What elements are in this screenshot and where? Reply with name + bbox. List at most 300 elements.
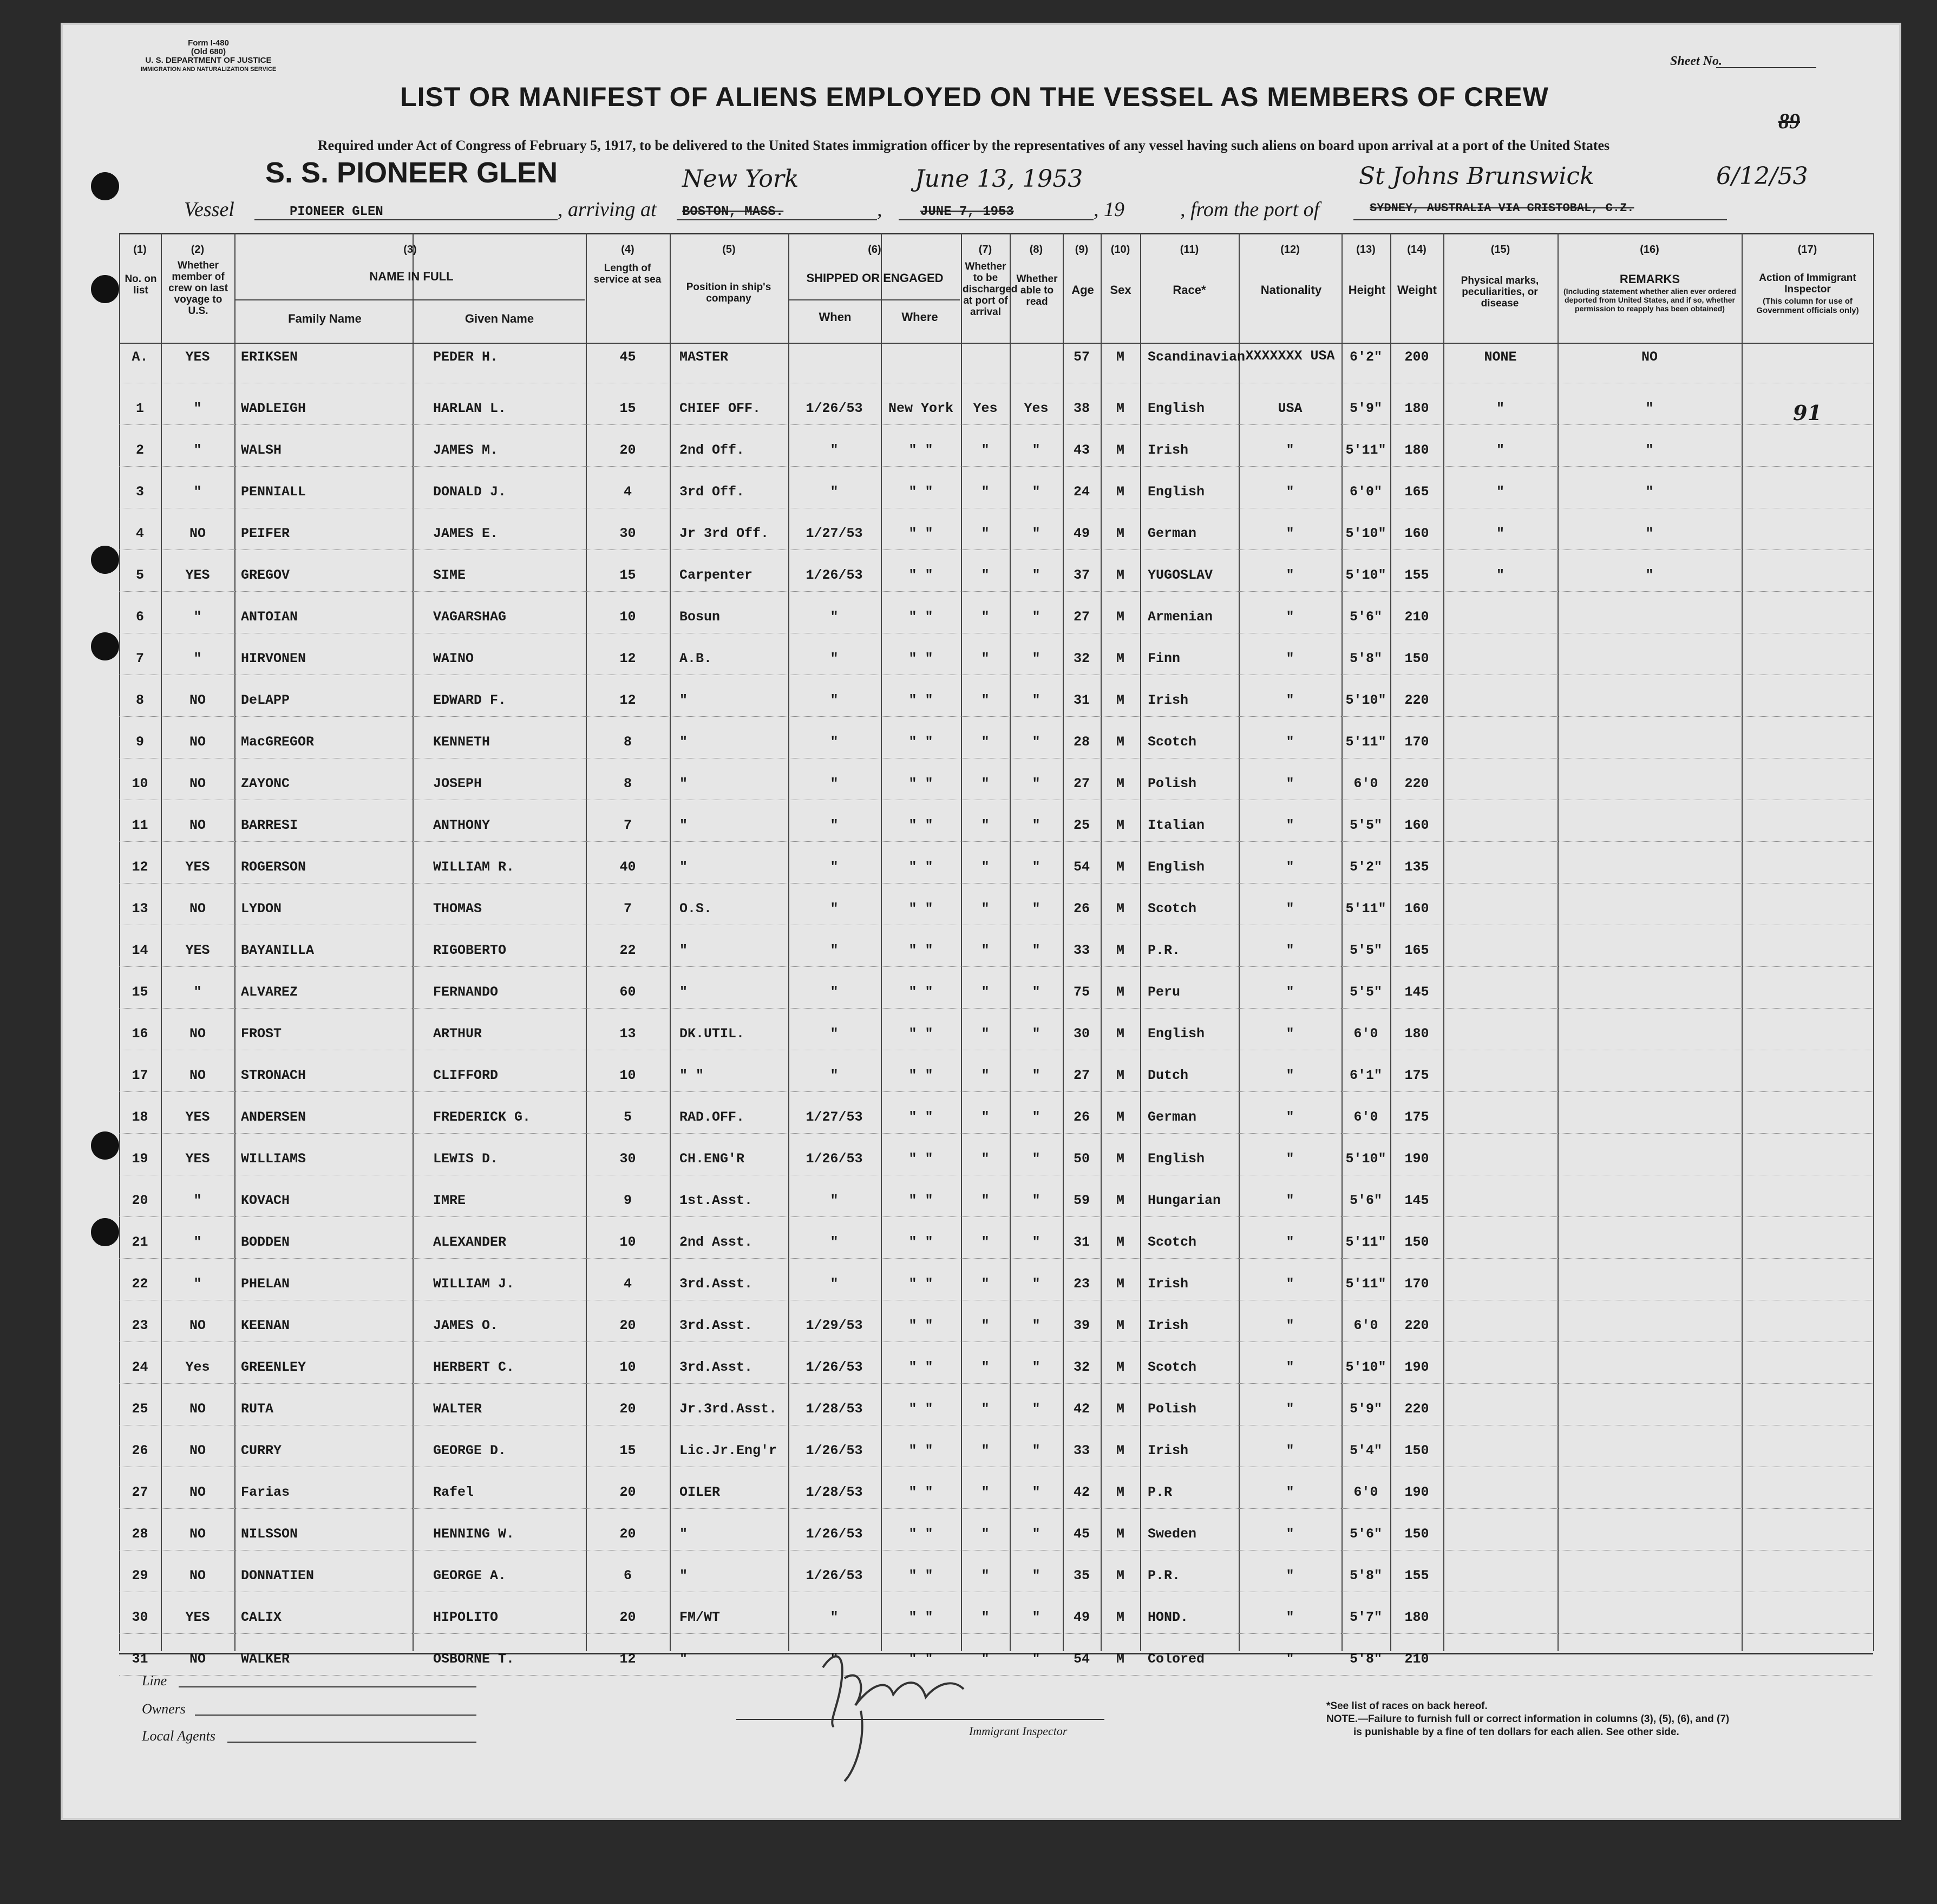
cell-position: 3rd Off. bbox=[679, 484, 745, 500]
races-note: *See list of races on back hereof. bbox=[1326, 1700, 1488, 1712]
cell-shipped-when: " bbox=[830, 1234, 839, 1250]
cell-shipped-where: " " bbox=[908, 984, 933, 1000]
cell-given-name: JAMES O. bbox=[433, 1318, 499, 1333]
cell-race: English bbox=[1148, 1151, 1205, 1167]
cell-row-number: 25 bbox=[132, 1401, 148, 1417]
cell-given-name: WILLIAM J. bbox=[433, 1276, 515, 1292]
cell-shipped-when: " bbox=[830, 1276, 839, 1292]
col-given-header: Given Name bbox=[464, 312, 534, 325]
cell-position: 3rd.Asst. bbox=[679, 1359, 753, 1375]
cell-sex: M bbox=[1116, 1193, 1124, 1208]
cell-discharged: " bbox=[981, 817, 990, 833]
cell-sex: M bbox=[1116, 984, 1124, 1000]
cell-position: " bbox=[679, 1526, 688, 1542]
cell-weight: 150 bbox=[1404, 1234, 1429, 1250]
column-number: (9) bbox=[1075, 244, 1089, 256]
cell-service-length: 20 bbox=[619, 1318, 636, 1333]
cell-height: 5'11" bbox=[1345, 442, 1386, 458]
column-number: (5) bbox=[722, 244, 736, 256]
cell-discharged: " bbox=[981, 776, 990, 791]
table-row bbox=[119, 883, 1873, 884]
cell-shipped-where: " " bbox=[908, 817, 933, 833]
cell-height: 5'6" bbox=[1349, 1526, 1382, 1542]
cell-family-name: WALSH bbox=[241, 442, 282, 458]
cell-age: 57 bbox=[1073, 349, 1090, 365]
table-row bbox=[119, 591, 1873, 592]
cell-age: 31 bbox=[1073, 692, 1090, 708]
cell-position: FM/WT bbox=[679, 1609, 721, 1625]
cell-row-number: 14 bbox=[132, 943, 148, 958]
cell-shipped-when: " bbox=[830, 734, 839, 750]
cell-family-name: PEIFER bbox=[241, 526, 290, 541]
cell-height: 6'2" bbox=[1349, 349, 1382, 365]
date-field-line bbox=[899, 219, 1094, 220]
cell-service-length: 30 bbox=[619, 526, 636, 541]
cell-family-name: CALIX bbox=[241, 1609, 282, 1625]
cell-sex: M bbox=[1116, 1651, 1124, 1667]
column-number: (15) bbox=[1490, 244, 1510, 256]
cell-given-name: IMRE bbox=[433, 1193, 466, 1208]
cell-row-number: 31 bbox=[132, 1651, 148, 1667]
cell-position: Jr.3rd.Asst. bbox=[679, 1401, 777, 1417]
cell-shipped-where: " " bbox=[908, 1484, 933, 1500]
cell-nationality: " bbox=[1286, 1068, 1294, 1083]
cell-height: 5'10" bbox=[1345, 567, 1386, 583]
vessel-name-stamp: S. S. PIONEER GLEN bbox=[265, 156, 558, 189]
cell-position: " " bbox=[679, 1068, 704, 1083]
cell-sex: M bbox=[1116, 1109, 1124, 1125]
cell-able-to-read: " bbox=[1032, 859, 1041, 875]
cell-shipped-when: " bbox=[830, 442, 839, 458]
cell-nationality: " bbox=[1286, 1276, 1294, 1292]
cell-service-length: 60 bbox=[619, 984, 636, 1000]
cell-age: 35 bbox=[1073, 1568, 1090, 1584]
cell-race: HOND. bbox=[1148, 1609, 1189, 1625]
cell-discharged: Yes bbox=[973, 401, 998, 416]
penalty-note: NOTE.—Failure to furnish full or correct information in columns (3), (5), (6), and (7) bbox=[1326, 1713, 1730, 1725]
cell-service-length: 12 bbox=[619, 692, 636, 708]
cell-given-name: KENNETH bbox=[433, 734, 490, 750]
cell-shipped-when: " bbox=[830, 984, 839, 1000]
cell-able-to-read: " bbox=[1032, 1568, 1041, 1584]
cell-able-to-read: " bbox=[1032, 1318, 1041, 1333]
cell-able-to-read: " bbox=[1032, 734, 1041, 750]
cell-able-to-read: " bbox=[1032, 484, 1041, 500]
cell-family-name: Farias bbox=[241, 1484, 290, 1500]
column-number: (16) bbox=[1640, 244, 1659, 256]
cell-nationality: " bbox=[1286, 1193, 1294, 1208]
cell-race: P.R bbox=[1148, 1484, 1173, 1500]
cell-position: A.B. bbox=[679, 651, 712, 666]
punch-hole bbox=[91, 172, 119, 200]
cell-nationality: " bbox=[1286, 1609, 1294, 1625]
cell-height: 5'11" bbox=[1345, 734, 1386, 750]
table-row bbox=[119, 1216, 1873, 1217]
cell-sex: M bbox=[1116, 1151, 1124, 1167]
cell-given-name: EDWARD F. bbox=[433, 692, 507, 708]
cell-position: 2nd Off. bbox=[679, 442, 745, 458]
col-marks-header: Physical marks, peculiarities, or disease bbox=[1461, 275, 1539, 309]
cell-height: 6'0 bbox=[1353, 1318, 1378, 1333]
cell-age: 37 bbox=[1073, 567, 1090, 583]
cell-previous-voyage: " bbox=[193, 651, 202, 666]
cell-sex: M bbox=[1116, 401, 1124, 416]
cell-row-number: 17 bbox=[132, 1068, 148, 1083]
cell-row-number: 16 bbox=[132, 1026, 148, 1042]
cell-discharged: " bbox=[981, 651, 990, 666]
cell-service-length: 15 bbox=[619, 1443, 636, 1458]
col-sex-header: Sex bbox=[1110, 283, 1131, 297]
cell-shipped-when: 1/26/53 bbox=[806, 1443, 863, 1458]
cell-height: 6'0 bbox=[1353, 1109, 1378, 1125]
cell-shipped-when: " bbox=[830, 901, 839, 917]
cell-service-length: 30 bbox=[619, 1151, 636, 1167]
cell-remarks: NO bbox=[1641, 349, 1658, 365]
vessel-label: Vessel bbox=[184, 198, 234, 221]
cell-sex: M bbox=[1116, 1401, 1124, 1417]
cell-shipped-when: 1/27/53 bbox=[806, 1109, 863, 1125]
cell-shipped-where: " " bbox=[908, 859, 933, 875]
cell-sex: M bbox=[1116, 1609, 1124, 1625]
cell-position: Jr 3rd Off. bbox=[679, 526, 769, 541]
cell-shipped-where: " " bbox=[908, 1276, 933, 1292]
cell-position: CHIEF OFF. bbox=[679, 401, 761, 416]
service-name: IMMIGRATION AND NATURALIZATION SERVICE bbox=[140, 66, 277, 73]
cell-given-name: JAMES E. bbox=[433, 526, 499, 541]
cell-sex: M bbox=[1116, 609, 1124, 625]
cell-shipped-where: " " bbox=[908, 1526, 933, 1542]
cell-previous-voyage: NO bbox=[189, 1068, 206, 1083]
cell-shipped-where: " " bbox=[908, 1359, 933, 1375]
cell-age: 50 bbox=[1073, 1151, 1090, 1167]
cell-discharged: " bbox=[981, 567, 990, 583]
cell-service-length: 15 bbox=[619, 401, 636, 416]
cell-discharged: " bbox=[981, 1109, 990, 1125]
cell-height: 5'6" bbox=[1349, 609, 1382, 625]
cell-race: English bbox=[1148, 1026, 1205, 1042]
table-row bbox=[119, 1675, 1873, 1676]
cell-family-name: GREGOV bbox=[241, 567, 290, 583]
cell-position: " bbox=[679, 984, 688, 1000]
cell-age: 38 bbox=[1073, 401, 1090, 416]
cell-shipped-where: " " bbox=[908, 1401, 933, 1417]
cell-service-length: 12 bbox=[619, 1651, 636, 1667]
cell-weight: 170 bbox=[1404, 734, 1429, 750]
cell-discharged: " bbox=[981, 692, 990, 708]
cell-nationality: " bbox=[1286, 692, 1294, 708]
cell-position: 1st.Asst. bbox=[679, 1193, 753, 1208]
cell-family-name: BAYANILLA bbox=[241, 943, 315, 958]
arrival-typed-date: JUNE 7, 1953 bbox=[920, 205, 1014, 219]
cell-family-name: ANDERSEN bbox=[241, 1109, 306, 1125]
cell-row-number: 4 bbox=[135, 526, 144, 541]
cell-discharged: " bbox=[981, 1401, 990, 1417]
cell-family-name: BARRESI bbox=[241, 817, 298, 833]
cell-age: 42 bbox=[1073, 1484, 1090, 1500]
column-number: (7) bbox=[978, 244, 992, 256]
cell-service-length: 15 bbox=[619, 567, 636, 583]
cell-weight: 155 bbox=[1404, 1568, 1429, 1584]
cell-nationality: " bbox=[1286, 1443, 1294, 1458]
cell-race: German bbox=[1148, 526, 1197, 541]
cell-able-to-read: " bbox=[1032, 1151, 1041, 1167]
cell-family-name: ANTOIAN bbox=[241, 609, 298, 625]
cell-shipped-when: " bbox=[830, 651, 839, 666]
cell-row-number: 1 bbox=[135, 401, 144, 416]
cell-shipped-where: " " bbox=[908, 484, 933, 500]
cell-discharged: " bbox=[981, 1609, 990, 1625]
cell-shipped-where: " " bbox=[908, 1318, 933, 1333]
year-label: , 19 bbox=[1094, 198, 1124, 221]
column-number: (6) bbox=[868, 244, 881, 256]
column-number: (1) bbox=[133, 244, 147, 256]
sheet-number-label: Sheet No. bbox=[1670, 54, 1722, 68]
column-divider bbox=[234, 233, 235, 1651]
cell-family-name: DONNATIEN bbox=[241, 1568, 315, 1584]
cell-shipped-where: " " bbox=[908, 1651, 933, 1667]
cell-able-to-read: " bbox=[1032, 1443, 1041, 1458]
cell-service-length: 4 bbox=[623, 484, 632, 500]
cell-discharged: " bbox=[981, 1568, 990, 1584]
cell-height: 5'11" bbox=[1345, 901, 1386, 917]
cell-shipped-where: " " bbox=[908, 609, 933, 625]
cell-weight: 180 bbox=[1404, 442, 1429, 458]
cell-row-number: A. bbox=[132, 349, 148, 365]
cell-height: 5'4" bbox=[1349, 1443, 1382, 1458]
cell-nationality: " bbox=[1286, 901, 1294, 917]
cell-given-name: DONALD J. bbox=[433, 484, 507, 500]
cell-race: Polish bbox=[1148, 1401, 1197, 1417]
cell-age: 33 bbox=[1073, 1443, 1090, 1458]
cell-discharged: " bbox=[981, 1318, 990, 1333]
cell-service-length: 7 bbox=[623, 901, 632, 917]
cell-weight: 175 bbox=[1404, 1109, 1429, 1125]
cell-nationality: " bbox=[1286, 484, 1294, 500]
cell-weight: 150 bbox=[1404, 1526, 1429, 1542]
cell-age: 75 bbox=[1073, 984, 1090, 1000]
cell-previous-voyage: YES bbox=[185, 859, 210, 875]
from-port-label: , from the port of bbox=[1180, 198, 1320, 221]
cell-given-name: ARTHUR bbox=[433, 1026, 482, 1042]
column-divider bbox=[1873, 233, 1874, 1651]
cell-race: Scotch bbox=[1148, 901, 1197, 917]
punch-hole bbox=[91, 1131, 119, 1160]
cell-row-number: 23 bbox=[132, 1318, 148, 1333]
cell-sex: M bbox=[1116, 734, 1124, 750]
cell-position: 3rd.Asst. bbox=[679, 1276, 753, 1292]
cell-nationality: " bbox=[1286, 1359, 1294, 1375]
inspector-signature bbox=[812, 1646, 985, 1797]
cell-previous-voyage: NO bbox=[189, 1401, 206, 1417]
cell-age: 33 bbox=[1073, 943, 1090, 958]
cell-position: " bbox=[679, 859, 688, 875]
cell-age: 49 bbox=[1073, 1609, 1090, 1625]
cell-height: 5'10" bbox=[1345, 526, 1386, 541]
cell-sex: M bbox=[1116, 692, 1124, 708]
stamped-number: 89 bbox=[1778, 109, 1800, 133]
col-remarks-header: REMARKS bbox=[1619, 272, 1680, 286]
cell-nationality: " bbox=[1286, 442, 1294, 458]
cell-able-to-read: " bbox=[1032, 442, 1041, 458]
cell-previous-voyage: NO bbox=[189, 1443, 206, 1458]
cell-weight: 145 bbox=[1404, 984, 1429, 1000]
cell-weight: 165 bbox=[1404, 484, 1429, 500]
cell-age: 39 bbox=[1073, 1318, 1090, 1333]
cell-discharged: " bbox=[981, 1151, 990, 1167]
cell-height: 5'9" bbox=[1349, 1401, 1382, 1417]
cell-discharged: " bbox=[981, 1234, 990, 1250]
cell-previous-voyage: NO bbox=[189, 901, 206, 917]
cell-family-name: ERIKSEN bbox=[241, 349, 298, 365]
cell-position: 3rd.Asst. bbox=[679, 1318, 753, 1333]
cell-previous-voyage: Yes bbox=[185, 1359, 210, 1375]
cell-service-length: 7 bbox=[623, 817, 632, 833]
cell-height: 5'2" bbox=[1349, 859, 1382, 875]
column-number: (8) bbox=[1029, 244, 1043, 256]
cell-row-number: 19 bbox=[132, 1151, 148, 1167]
arriving-typed-port: BOSTON, MASS. bbox=[682, 205, 784, 219]
cell-sex: M bbox=[1116, 442, 1124, 458]
cell-shipped-when: 1/26/53 bbox=[806, 567, 863, 583]
cell-nationality: " bbox=[1286, 1401, 1294, 1417]
cell-discharged: " bbox=[981, 526, 990, 541]
cell-sex: M bbox=[1116, 1484, 1124, 1500]
cell-weight: 220 bbox=[1404, 1401, 1429, 1417]
cell-race: German bbox=[1148, 1109, 1197, 1125]
cell-row-number: 2 bbox=[135, 442, 144, 458]
col-service-header: Length of service at sea bbox=[593, 263, 662, 285]
cell-given-name: HARLAN L. bbox=[433, 401, 507, 416]
cell-previous-voyage: " bbox=[193, 609, 202, 625]
cell-shipped-where: " " bbox=[908, 1109, 933, 1125]
cell-shipped-when: " bbox=[830, 943, 839, 958]
cell-able-to-read: " bbox=[1032, 526, 1041, 541]
cell-race: Scandinavian bbox=[1148, 349, 1246, 365]
cell-shipped-when: " bbox=[830, 776, 839, 791]
from-port-handwritten: St Johns Brunswick bbox=[1359, 162, 1594, 190]
cell-shipped-when: 1/29/53 bbox=[806, 1318, 863, 1333]
page-title: LIST OR MANIFEST OF ALIENS EMPLOYED ON THE VESSEL AS MEMBERS OF CREW bbox=[400, 82, 1549, 112]
cell-shipped-when: " bbox=[830, 692, 839, 708]
cell-position: MASTER bbox=[679, 349, 729, 365]
cell-discharged: " bbox=[981, 609, 990, 625]
cell-discharged: " bbox=[981, 1359, 990, 1375]
cell-age: 30 bbox=[1073, 1026, 1090, 1042]
cell-race: P.R. bbox=[1148, 1568, 1181, 1584]
arriving-label: , arriving at bbox=[558, 198, 657, 221]
department-name: U. S. DEPARTMENT OF JUSTICE bbox=[145, 56, 272, 65]
cell-height: 5'9" bbox=[1349, 401, 1382, 416]
comma-separator: , bbox=[877, 198, 882, 221]
cell-able-to-read: " bbox=[1032, 1109, 1041, 1125]
cell-previous-voyage: YES bbox=[185, 1109, 210, 1125]
cell-remarks: " bbox=[1645, 567, 1654, 583]
table-row bbox=[119, 1383, 1873, 1384]
cell-sex: M bbox=[1116, 1359, 1124, 1375]
cell-position: RAD.OFF. bbox=[679, 1109, 745, 1125]
cell-age: 23 bbox=[1073, 1276, 1090, 1292]
cell-weight: 190 bbox=[1404, 1359, 1429, 1375]
cell-nationality: " bbox=[1286, 1318, 1294, 1333]
cell-given-name: JAMES M. bbox=[433, 442, 499, 458]
cell-position: " bbox=[679, 817, 688, 833]
cell-nationality: " bbox=[1286, 984, 1294, 1000]
cell-given-name: ANTHONY bbox=[433, 817, 490, 833]
cell-previous-voyage: NO bbox=[189, 776, 206, 791]
cell-remarks: " bbox=[1645, 442, 1654, 458]
cell-family-name: ALVAREZ bbox=[241, 984, 298, 1000]
cell-age: 26 bbox=[1073, 901, 1090, 917]
cell-age: 27 bbox=[1073, 609, 1090, 625]
column-number: (14) bbox=[1407, 244, 1426, 256]
cell-row-number: 30 bbox=[132, 1609, 148, 1625]
cell-race: Finn bbox=[1148, 651, 1181, 666]
owners-label: Owners bbox=[142, 1701, 186, 1717]
page-subtitle: Required under Act of Congress of February 5, 1917, to be delivered to the United States immigration officer by the representatives of any vessel having such aliens on board upon arrival at a port of the United States bbox=[317, 138, 1610, 153]
cell-height: 6'1" bbox=[1349, 1068, 1382, 1083]
table-row bbox=[119, 966, 1873, 967]
cell-shipped-where: " " bbox=[908, 943, 933, 958]
cell-family-name: NILSSON bbox=[241, 1526, 298, 1542]
cell-family-name: CURRY bbox=[241, 1443, 282, 1458]
cell-nationality: " bbox=[1286, 943, 1294, 958]
col-no-header: No. on list bbox=[125, 273, 157, 296]
cell-family-name: BODDEN bbox=[241, 1234, 290, 1250]
cell-given-name: THOMAS bbox=[433, 901, 482, 917]
cell-row-number: 12 bbox=[132, 859, 148, 875]
cell-weight: 150 bbox=[1404, 651, 1429, 666]
table-row bbox=[119, 1008, 1873, 1009]
cell-remarks: " bbox=[1645, 526, 1654, 541]
cell-shipped-where: " " bbox=[908, 526, 933, 541]
cell-sex: M bbox=[1116, 567, 1124, 583]
cell-age: 28 bbox=[1073, 734, 1090, 750]
cell-family-name: HIRVONEN bbox=[241, 651, 306, 666]
cell-nationality: " bbox=[1286, 651, 1294, 666]
cell-family-name: DeLAPP bbox=[241, 692, 290, 708]
cell-physical-marks: " bbox=[1496, 442, 1504, 458]
column-number: (13) bbox=[1356, 244, 1376, 256]
cell-shipped-where: " " bbox=[908, 1609, 933, 1625]
cell-given-name: Rafel bbox=[433, 1484, 474, 1500]
cell-weight: 150 bbox=[1404, 1443, 1429, 1458]
col-family-header: Family Name bbox=[288, 312, 362, 325]
cell-family-name: KEENAN bbox=[241, 1318, 290, 1333]
cell-able-to-read: " bbox=[1032, 1193, 1041, 1208]
cell-sex: M bbox=[1116, 349, 1124, 365]
cell-sex: M bbox=[1116, 526, 1124, 541]
cell-discharged: " bbox=[981, 984, 990, 1000]
cell-discharged: " bbox=[981, 1651, 990, 1667]
cell-able-to-read: " bbox=[1032, 984, 1041, 1000]
cell-age: 49 bbox=[1073, 526, 1090, 541]
cell-height: 5'5" bbox=[1349, 984, 1382, 1000]
cell-shipped-where: " " bbox=[908, 1068, 933, 1083]
cell-age: 59 bbox=[1073, 1193, 1090, 1208]
cell-nationality: " bbox=[1286, 1568, 1294, 1584]
cell-row-number: 7 bbox=[135, 651, 144, 666]
cell-row-number: 20 bbox=[132, 1193, 148, 1208]
cell-nationality: " bbox=[1286, 817, 1294, 833]
arrival-handwritten-date: June 13, 1953 bbox=[915, 165, 1083, 193]
cell-service-length: 10 bbox=[619, 1359, 636, 1375]
cell-weight: 220 bbox=[1404, 692, 1429, 708]
table-row bbox=[119, 549, 1873, 550]
cell-age: 43 bbox=[1073, 442, 1090, 458]
cell-able-to-read: Yes bbox=[1024, 401, 1049, 416]
cell-physical-marks: " bbox=[1496, 567, 1504, 583]
cell-nationality: " bbox=[1286, 776, 1294, 791]
